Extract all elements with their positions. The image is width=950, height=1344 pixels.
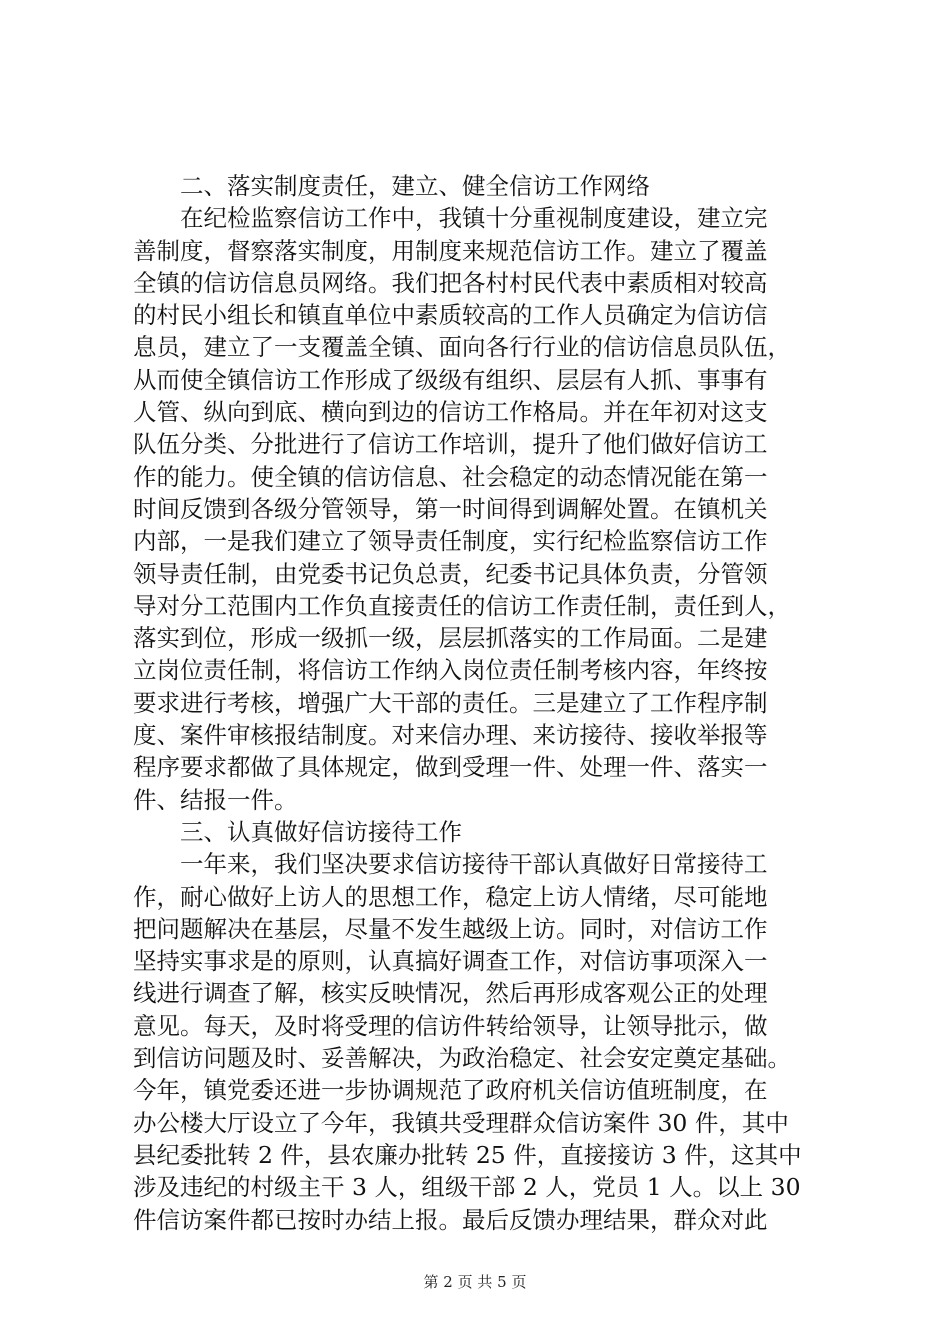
text-line: 办公楼大厅设立了今年，我镇共受理群众信访案件 30 件，其中 bbox=[133, 1108, 789, 1137]
text-line: 息员，建立了一支覆盖全镇、面向各行行业的信访信息员队伍， bbox=[133, 333, 791, 362]
text-line: 在纪检监察信访工作中，我镇十分重视制度建设，建立完 bbox=[180, 204, 768, 233]
text-line: 的村民小组长和镇直单位中素质较高的工作人员确定为信访信 bbox=[133, 301, 768, 330]
text-line: 人管、纵向到底、横向到边的信访工作格局。并在年初对这支 bbox=[133, 398, 768, 427]
text-line: 作的能力。使全镇的信访信息、社会稳定的动态情况能在第一 bbox=[133, 462, 768, 491]
document-body bbox=[133, 170, 843, 1236]
text-line: 把问题解决在基层，尽量不发生越级上访。同时，对信访工作 bbox=[133, 914, 768, 943]
text-line: 善制度，督察落实制度，用制度来规范信访工作。建立了覆盖 bbox=[133, 236, 768, 265]
text-line: 度、案件审核报结制度。对来信办理、来访接待、接收举报等 bbox=[133, 721, 768, 750]
text-line: 到信访问题及时、妥善解决，为政治稳定、社会安定奠定基础。 bbox=[133, 1044, 791, 1073]
text-line: 作，耐心做好上访人的思想工作，稳定上访人情绪，尽可能地 bbox=[133, 882, 768, 911]
text-line: 二、落实制度责任，建立、健全信访工作网络 bbox=[180, 172, 650, 200]
text-line: 今年，镇党委还进一步协调规范了政府机关信访值班制度，在 bbox=[133, 1076, 768, 1105]
text-line: 全镇的信访信息员网络。我们把各村村民代表中素质相对较高 bbox=[133, 268, 768, 297]
text-line: 立岗位责任制，将信访工作纳入岗位责任制考核内容，年终按 bbox=[133, 656, 768, 685]
text-line: 从而使全镇信访工作形成了级级有组织、层层有人抓、事事有 bbox=[133, 365, 768, 394]
text-line: 要求进行考核，增强广大干部的责任。三是建立了工作程序制 bbox=[133, 688, 768, 717]
text-line: 领导责任制，由党委书记负总责，纪委书记具体负责，分管领 bbox=[133, 559, 768, 588]
text-line: 意见。每天，及时将受理的信访件转给领导，让领导批示，做 bbox=[133, 1011, 768, 1040]
text-line: 县纪委批转 2 件，县农廉办批转 25 件，直接接访 3 件，这其中 bbox=[133, 1140, 802, 1169]
text-line: 件、结报一件。 bbox=[133, 785, 298, 814]
text-line: 一年来，我们坚决要求信访接待干部认真做好日常接待工 bbox=[180, 850, 768, 879]
text-line: 内部，一是我们建立了领导责任制度，实行纪检监察信访工作 bbox=[133, 527, 768, 556]
text-line: 线进行调查了解，核实反映情况，然后再形成客观公正的处理 bbox=[133, 979, 768, 1008]
text-line: 程序要求都做了具体规定，做到受理一件、处理一件、落实一 bbox=[133, 753, 768, 782]
text-line: 时间反馈到各级分管领导，第一时间得到调解处置。在镇机关 bbox=[133, 494, 768, 523]
text-line: 队伍分类、分批进行了信访工作培训，提升了他们做好信访工 bbox=[133, 430, 768, 459]
text-line: 落实到位，形成一级抓一级，层层抓落实的工作局面。二是建 bbox=[133, 624, 768, 653]
text-line: 件信访案件都已按时办结上报。最后反馈办理结果，群众对此 bbox=[133, 1205, 768, 1234]
text-line: 三、认真做好信访接待工作 bbox=[180, 817, 462, 846]
text-line: 涉及违纪的村级主干 3 人，组级干部 2 人，党员 1 人。以上 30 bbox=[133, 1173, 801, 1202]
text-line: 坚持实事求是的原则，认真搞好调查工作，对信访事项深入一 bbox=[133, 947, 768, 976]
text-line: 导对分工范围内工作负直接责任的信访工作责任制，责任到人， bbox=[133, 591, 791, 620]
page-footer: 第 2 页 共 5 页 bbox=[423, 1273, 527, 1291]
